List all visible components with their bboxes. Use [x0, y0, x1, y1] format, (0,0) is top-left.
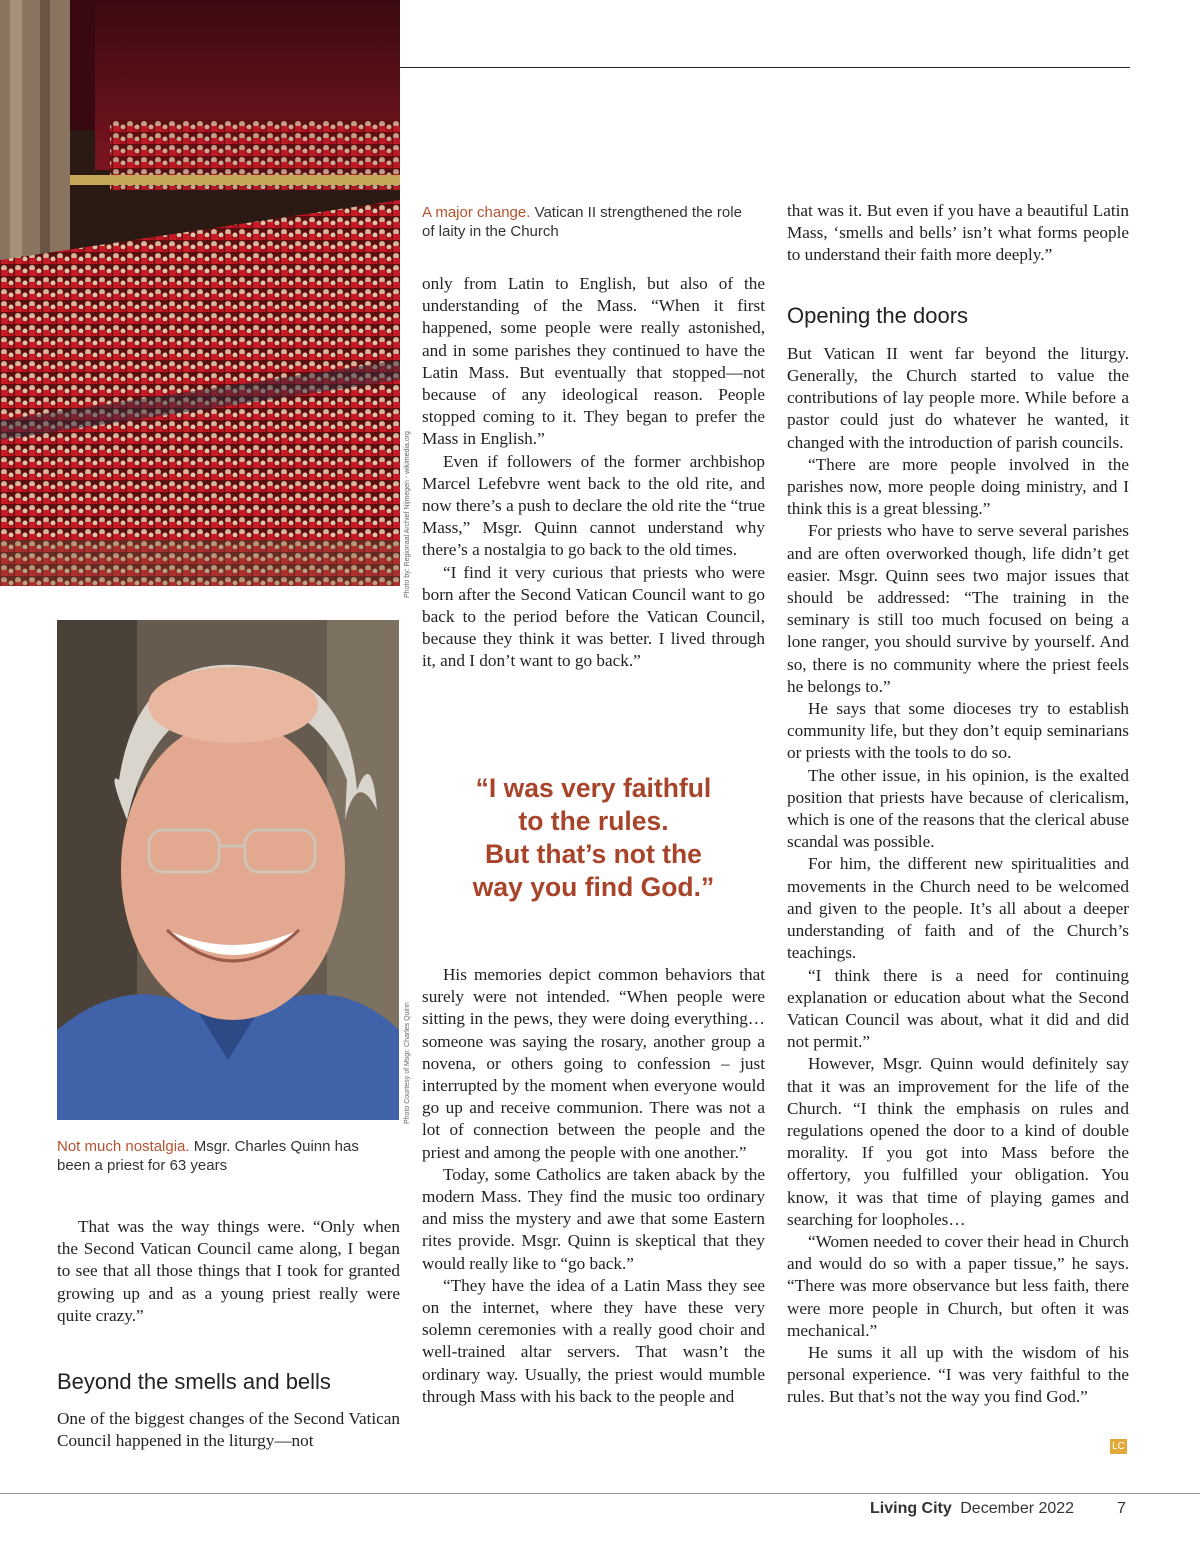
footer-issue: December 2022	[960, 1500, 1075, 1517]
pull-quote-line: “I was very faithful	[475, 773, 712, 803]
footer-magazine: Living City	[870, 1500, 952, 1517]
column-1	[57, 1216, 400, 1453]
col3-paragraph: He sums it all up with the wisdom of his personal experience. “I was very faithful to the rules. But that’s not the way you find God.”	[787, 1342, 1129, 1407]
caption-top-lead: A major change.	[422, 204, 531, 221]
caption-top	[422, 203, 742, 241]
col3-paragraph: that was it. But even if you have a beautiful Latin Mass, ‘smells and bells’ isn’t what forms people to understand their faith more deeply.”	[787, 201, 1129, 265]
caption-top-text: Vatican II strengthened the role of laity in the Church	[422, 204, 742, 240]
col2-paragraph: “They have the idea of a Latin Mass they see on the internet, where they have these very solemn ceremonies with a really good choir and well-trained altar servers. That wasn’t the ordinary way. Usually, the priest would mumble through Mass with his back to the people and	[422, 1275, 765, 1406]
col2-paragraph: only from Latin to English, but also of the understanding of the Mass. “When it first happened, some people were really astonished, and in some parishes they continued to have the Latin Mass. But eventually that stopped—not because of any ideological reason. People stopped coming to it. They began to prefer the Mass in English.”	[422, 274, 765, 449]
col2-paragraph: “I find it very curious that priests who were born after the Second Vatican Council want to go back to the period before the Vatican Council, because they think it was better. I lived through it, and I don’t want to go back.”	[422, 562, 765, 671]
col3-paragraph: He says that some dioceses try to establish community life, but they don’t equip seminarians or priests with the tools to do so.	[787, 699, 1129, 763]
footer	[870, 1500, 1074, 1518]
pull-quote	[422, 772, 765, 904]
column-2-lower	[422, 964, 765, 1408]
col3-paragraph: “I think there is a need for continuing explanation or education about what the Second Vatican Council was about, what it did and did not permit.”	[787, 965, 1129, 1052]
heading-smells-bells: Beyond the smells and bells	[57, 1369, 331, 1395]
col2-paragraph: Today, some Catholics are taken aback by the modern Mass. They find the music too ordinary and miss the mystery and awe that some Eastern rites provide. Msgr. Quinn is skeptical that they would really like to “go back.”	[422, 1164, 765, 1273]
pull-quote-line: to the rules.	[518, 806, 669, 836]
vatican-council-photo	[0, 0, 400, 586]
photo-credit-top: Photo by: Regionaal Archief Nijmegen - wikimedia.org	[404, 431, 411, 598]
col3-paragraph: But Vatican II went far beyond the liturgy. Generally, the Church started to value the contributions of lay people more. While before a pastor could just do whatever he wanted, it changed with the introduction of parish councils.	[787, 343, 1129, 452]
portrait-illustration	[57, 620, 399, 1120]
msgr-quinn-portrait	[57, 620, 399, 1120]
col3-paragraph: For him, the different new spiritualities and movements in the Church need to be welcomed and given to the people. It’s all about a deeper understanding of faith and of the Church’s teachings.	[787, 854, 1129, 963]
heading-opening-doors: Opening the doors	[787, 302, 969, 328]
caption-portrait-lead: Not much nostalgia.	[57, 1138, 190, 1155]
caption-portrait-text: Msgr. Charles Quinn has been a priest for 63 years	[57, 1138, 359, 1174]
col2-paragraph: Even if followers of the former archbishop Marcel Lefebvre went back to the old rite, and now there’s a push to declare the old rite the “true Mass,” Msgr. Quinn cannot understand why there’s a nostalgia to go back to the old times.	[422, 451, 765, 560]
col3-paragraph: For priests who have to serve several parishes and are often overworked though, life didn’t get easier. Msgr. Quinn sees two major issues that should be addressed: “The training in the seminary is still too much focused on being a lone ranger, you should survive by yourself. And so, there is no community where the priest feels he belongs to.”	[787, 521, 1129, 696]
column-3	[787, 200, 1129, 1409]
column-2-upper	[422, 273, 765, 673]
col3-paragraph: However, Msgr. Quinn would definitely say that it was an improvement for the life of the Church. “I think the emphasis on rules and regulations opened the door to a kind of double morality. If you got into Mass before the offertory, you fulfilled your obligation. You know, it was that time of playing games and searching for loopholes…	[787, 1054, 1129, 1229]
caption-portrait	[57, 1137, 377, 1175]
col1-paragraph: One of the biggest changes of the Second Vatican Council happened in the liturgy—not	[57, 1409, 400, 1451]
vatican-council-illustration	[0, 0, 400, 586]
col3-paragraph: “There are more people involved in the parishes now, more people doing ministry, and I think this is a great blessing.”	[787, 454, 1129, 519]
col2-paragraph: His memories depict common behaviors that surely were not intended. “When people were sitting in the pews, they were doing everything… someone was saying the rosary, another group a novena, or others going to confession – just interrupted by the moment when everyone would go up and receive communion. There was not a lot of connection between the people and the priest and among the people with one another.”	[422, 965, 765, 1162]
end-mark-icon: LC	[1110, 1439, 1127, 1454]
col3-paragraph: “Women needed to cover their head in Church and would do so with a paper tissue,” he says. “There was more observance but less faith, there were more people in Church, but often it was mechanical.”	[787, 1231, 1129, 1340]
col3-paragraph: The other issue, in his opinion, is the exalted position that priests have because of clericalism, which is one of the reasons that the clerical abuse scandal was possible.	[787, 765, 1129, 852]
col1-paragraph: That was the way things were. “Only when the Second Vatican Council came along, I began to see that all those things that I took for granted growing up and as a young priest really were quite crazy.”	[57, 1217, 400, 1325]
footer-rule	[0, 1493, 1200, 1494]
photo-credit-portrait: Photo Courtesy of Msgr. Charles Quinn	[404, 1002, 411, 1124]
page-number: 7	[1117, 1500, 1126, 1517]
pull-quote-line: But that’s not the	[485, 839, 702, 869]
pull-quote-line: way you find God.”	[472, 872, 715, 902]
